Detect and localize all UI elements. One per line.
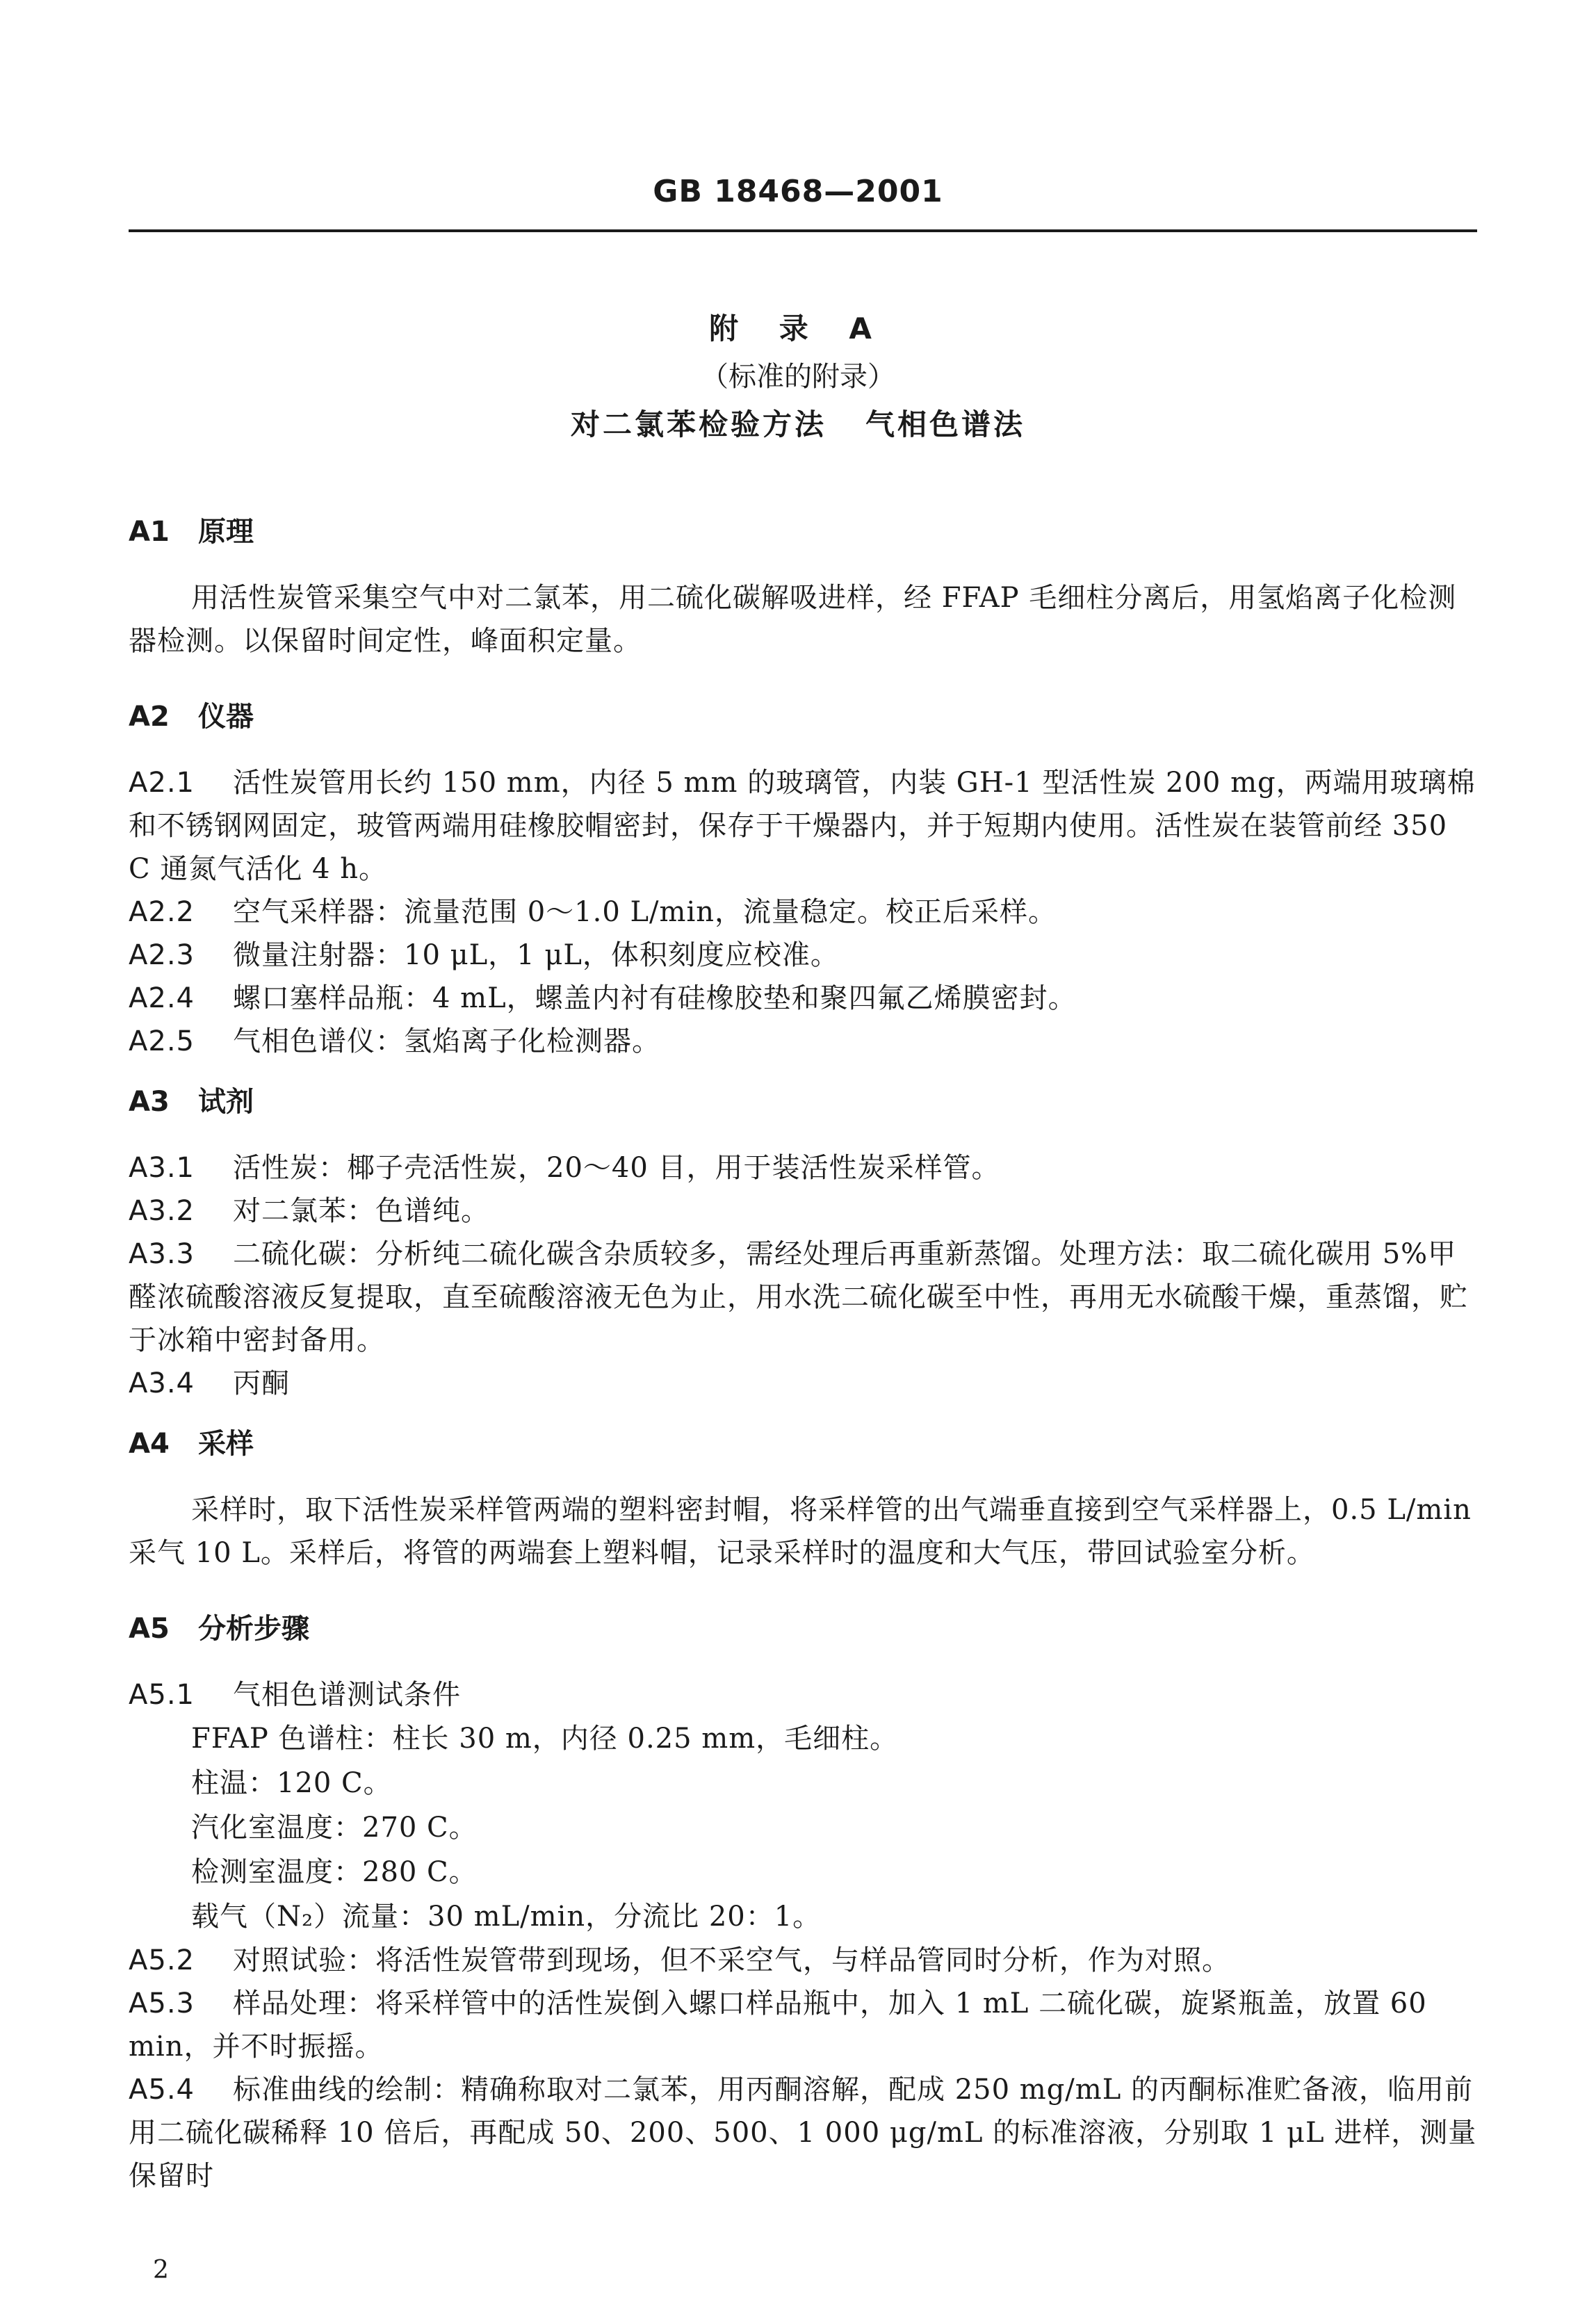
clause-a2-4	[129, 977, 1477, 1020]
clause-number: A3.1	[129, 1152, 195, 1184]
standard-number: GB 18468—2001	[653, 174, 943, 209]
clause-text: 丙酮	[233, 1367, 290, 1399]
clause-text: 螺口塞样品瓶：4 mL，螺盖内衬有硅橡胶垫和聚四氟乙烯膜密封。	[233, 982, 1077, 1014]
clause-number: A2.1	[129, 767, 195, 799]
clause-number: A5.1	[129, 1679, 195, 1711]
clause-a3-3	[129, 1233, 1477, 1362]
clause-text: 活性炭：椰子壳活性炭，20～40 目，用于装活性炭采样管。	[233, 1152, 1000, 1184]
annex-heading	[0, 402, 1596, 444]
section-paragraph-a1: 用活性炭管采集空气中对二氯苯，用二硫化碳解吸进样，经 FFAP 毛细柱分离后，用氢焰离子化检测器检测。以保留时间定性，峰面积定量。	[129, 582, 1457, 657]
clause-text: 空气采样器：流量范围 0～1.0 L/min，流量稳定。校正后采样。	[233, 896, 1057, 928]
clause-number: A3.2	[129, 1195, 195, 1227]
clause-number: A5.4	[129, 2074, 195, 2106]
clause-a2-3	[129, 934, 1477, 977]
clause-a3-2	[129, 1189, 1477, 1233]
annex-title: 附 录 A	[709, 311, 887, 346]
clause-text: 对二氯苯：色谱纯。	[233, 1195, 489, 1227]
section-heading-a3	[129, 1081, 1477, 1123]
section-title: 采样	[198, 1428, 254, 1460]
annex-subtitle: （标准的附录）	[701, 361, 895, 393]
clause-number: A3.4	[129, 1367, 195, 1399]
clause-a5-3	[129, 1982, 1477, 2068]
document-body	[129, 511, 1477, 2197]
section-number: A4	[129, 1428, 170, 1460]
clause-number: A5.3	[129, 1988, 195, 2020]
clause-number: A2.3	[129, 939, 195, 971]
section-paragraph-a4: 采样时，取下活性炭采样管两端的塑料密封帽，将采样管的出气端垂直接到空气采样器上，0.5 L/min采气 10 L。采样后，将管的两端套上塑料帽，记录采样时的温度和大气压，带回试验室分析。	[129, 1494, 1472, 1569]
clause-a2-1	[129, 761, 1477, 891]
condition-line: FFAP 色谱柱：柱长 30 m，内径 0.25 mm，毛细柱。	[191, 1723, 899, 1755]
section-heading-a2	[129, 696, 1477, 738]
clause-a5-1	[129, 1673, 1477, 1716]
page-number: 2	[153, 2256, 169, 2284]
section-number: A5	[129, 1613, 170, 1645]
clause-a3-1	[129, 1146, 1477, 1189]
condition-line: 汽化室温度：270 C。	[191, 1812, 478, 1844]
clause-a5-4	[129, 2068, 1477, 2197]
section-title: 原理	[198, 516, 254, 548]
clause-a2-5	[129, 1020, 1477, 1063]
clause-number: A2.2	[129, 896, 195, 928]
section-heading-a4	[129, 1423, 1477, 1465]
section-number: A2	[129, 701, 170, 733]
clause-text: 气相色谱仪：氢焰离子化检测器。	[233, 1025, 660, 1057]
section-number: A1	[129, 516, 170, 548]
section-number: A3	[129, 1086, 170, 1118]
condition-line: 检测室温度：280 C。	[191, 1856, 478, 1888]
clause-text: 二硫化碳：分析纯二硫化碳含杂质较多，需经处理后再重新蒸馏。处理方法：取二硫化碳用 5%甲醛浓硫酸溶液反复提取，直至硫酸溶液无色为止，用水洗二硫化碳至中性，再用无水硫酸干燥，重蒸馏，贮于冰箱中密封备用。	[129, 1238, 1468, 1356]
section-title: 仪器	[198, 701, 254, 733]
section-heading-a1	[129, 511, 1477, 553]
section-title: 分析步骤	[198, 1613, 309, 1645]
clause-text: 微量注射器：10 μL，1 μL，体积刻度应校准。	[233, 939, 839, 971]
annex-heading-part2: 气相色谱法	[865, 407, 1026, 441]
header-rule	[129, 229, 1477, 232]
clause-text: 活性炭管用长约 150 mm，内径 5 mm 的玻璃管，内装 GH-1 型活性炭 200 mg，两端用玻璃棉和不锈钢网固定，玻管两端用硅橡胶帽密封，保存于干燥器内，并于短期内使用。活性炭在装管前经 350 C 通氮气活化 4 h。	[129, 767, 1476, 885]
condition-line: 柱温：120 C。	[191, 1767, 392, 1799]
section-heading-a5	[129, 1608, 1477, 1650]
clause-text: 样品处理：将采样管中的活性炭倒入螺口样品瓶中，加入 1 mL 二硫化碳，旋紧瓶盖，放置 60 min，并不时振摇。	[129, 1988, 1427, 2063]
clause-a3-4	[129, 1362, 1477, 1405]
section-title: 试剂	[198, 1086, 254, 1118]
clause-text: 气相色谱测试条件	[233, 1679, 461, 1711]
annex-heading-part1: 对二氯苯检验方法	[570, 407, 826, 441]
clause-number: A2.5	[129, 1025, 195, 1057]
clause-number: A2.4	[129, 982, 195, 1014]
clause-number: A5.2	[129, 1944, 195, 1976]
clause-a5-2	[129, 1939, 1477, 1982]
clause-text: 标准曲线的绘制：精确称取对二氯苯，用丙酮溶解，配成 250 mg/mL 的丙酮标准贮备液，临用前用二硫化碳稀释 10 倍后，再配成 50、200、500、1 000 μg/mL 的标准溶液，分别取 1 μL 进样，测量保留时	[129, 2074, 1477, 2192]
clause-a2-2	[129, 891, 1477, 934]
clause-text: 对照试验：将活性炭管带到现场，但不采空气，与样品管同时分析，作为对照。	[233, 1944, 1230, 1976]
condition-line: 载气（N₂）流量：30 mL/min，分流比 20：1。	[191, 1901, 822, 1933]
clause-number: A3.3	[129, 1238, 195, 1270]
